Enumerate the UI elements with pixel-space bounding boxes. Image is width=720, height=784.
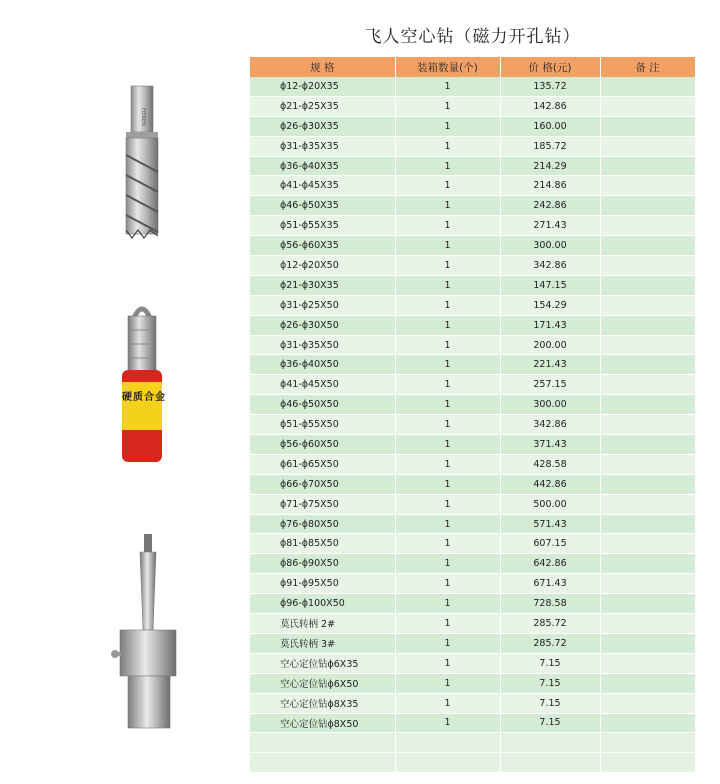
note-cell [600, 633, 695, 653]
price-cell: 442.86 [500, 474, 600, 494]
qty-cell: 1 [395, 713, 500, 733]
blank-row [250, 753, 695, 773]
spec-cell: ϕ12-ϕ20X50 [250, 256, 395, 276]
spec-cell: ϕ51-ϕ55X35 [250, 216, 395, 236]
spec-cell: ϕ31-ϕ35X35 [250, 136, 395, 156]
spec-cell: ϕ21-ϕ30X35 [250, 275, 395, 295]
blank-row [250, 733, 695, 753]
svg-text:FEIREN: FEIREN [140, 108, 146, 126]
table-row [250, 673, 695, 693]
price-cell: 642.86 [500, 554, 600, 574]
qty-cell: 1 [395, 216, 500, 236]
table-row [250, 315, 695, 335]
table-row [250, 275, 695, 295]
price-cell: 160.00 [500, 116, 600, 136]
note-cell [600, 554, 695, 574]
qty-cell: 1 [395, 335, 500, 355]
table-row [250, 196, 695, 216]
qty-cell: 1 [395, 136, 500, 156]
price-cell: 142.86 [500, 96, 600, 116]
qty-cell: 1 [395, 96, 500, 116]
spec-cell: ϕ26-ϕ30X35 [250, 116, 395, 136]
note-cell [600, 474, 695, 494]
table-row [250, 633, 695, 653]
annular-cutter-image [118, 80, 168, 240]
note-cell [600, 176, 695, 196]
qty-cell: 1 [395, 315, 500, 335]
note-cell [600, 673, 695, 693]
header-qty: 装箱数量(个) [395, 57, 500, 77]
table-row [250, 614, 695, 634]
qty-cell: 1 [395, 236, 500, 256]
qty-cell: 1 [395, 435, 500, 455]
price-cell: 171.43 [500, 315, 600, 335]
blank-cell [395, 753, 500, 773]
price-cell: 242.86 [500, 196, 600, 216]
qty-cell: 1 [395, 454, 500, 474]
spec-cell: ϕ36-ϕ40X50 [250, 355, 395, 375]
price-cell: 285.72 [500, 614, 600, 634]
spec-cell: ϕ91-ϕ95X50 [250, 574, 395, 594]
blank-cell [250, 733, 395, 753]
price-cell: 200.00 [500, 335, 600, 355]
price-cell: 257.15 [500, 375, 600, 395]
qty-cell: 1 [395, 574, 500, 594]
note-cell [600, 77, 695, 96]
note-cell [600, 216, 695, 236]
spec-cell: 莫氏转柄 3# [250, 633, 395, 653]
note-cell [600, 315, 695, 335]
table-row [250, 534, 695, 554]
spec-cell: 空心定位钻ϕ6X35 [250, 653, 395, 673]
table-row [250, 77, 695, 96]
spec-cell: ϕ46-ϕ50X50 [250, 395, 395, 415]
spec-cell: 莫氏转柄 2# [250, 614, 395, 634]
qty-cell: 1 [395, 415, 500, 435]
price-cell: 214.86 [500, 176, 600, 196]
price-cell: 285.72 [500, 633, 600, 653]
table-row [250, 594, 695, 614]
spec-cell: ϕ76-ϕ80X50 [250, 514, 395, 534]
spec-cell: ϕ26-ϕ30X50 [250, 315, 395, 335]
table-header-row [250, 57, 695, 77]
qty-cell: 1 [395, 494, 500, 514]
price-cell: 7.15 [500, 693, 600, 713]
qty-cell: 1 [395, 673, 500, 693]
price-cell: 607.15 [500, 534, 600, 554]
table-row [250, 335, 695, 355]
price-cell: 135.72 [500, 77, 600, 96]
header-note: 备 注 [600, 57, 695, 77]
blank-cell [395, 733, 500, 753]
spec-cell: 空心定位钻ϕ8X50 [250, 713, 395, 733]
page-title: 飞人空心钻（磁力开孔钻） [364, 27, 581, 47]
spec-cell: ϕ71-ϕ75X50 [250, 494, 395, 514]
qty-cell: 1 [395, 395, 500, 415]
price-cell: 500.00 [500, 494, 600, 514]
note-cell [600, 494, 695, 514]
header-spec: 规 格 [250, 57, 395, 77]
note-cell [600, 454, 695, 474]
qty-cell: 1 [395, 594, 500, 614]
qty-cell: 1 [395, 275, 500, 295]
price-cell: 271.43 [500, 216, 600, 236]
price-table [250, 57, 696, 773]
qty-cell: 1 [395, 256, 500, 276]
table-row [250, 256, 695, 276]
note-cell [600, 693, 695, 713]
table-row [250, 236, 695, 256]
spec-cell: ϕ61-ϕ65X50 [250, 454, 395, 474]
price-cell: 342.86 [500, 415, 600, 435]
note-cell [600, 514, 695, 534]
spec-cell: 空心定位钻ϕ6X50 [250, 673, 395, 693]
note-cell [600, 256, 695, 276]
price-cell: 428.58 [500, 454, 600, 474]
qty-cell: 1 [395, 295, 500, 315]
morse-taper-adapter-image [106, 530, 186, 730]
price-cell: 7.15 [500, 673, 600, 693]
note-cell [600, 236, 695, 256]
price-cell: 728.58 [500, 594, 600, 614]
spec-cell: ϕ41-ϕ45X50 [250, 375, 395, 395]
spec-cell: ϕ36-ϕ40X35 [250, 156, 395, 176]
table-row [250, 395, 695, 415]
spec-cell: ϕ56-ϕ60X35 [250, 236, 395, 256]
note-cell [600, 96, 695, 116]
spec-cell: ϕ31-ϕ35X50 [250, 335, 395, 355]
table-row [250, 355, 695, 375]
price-cell: 300.00 [500, 236, 600, 256]
spec-cell: ϕ81-ϕ85X50 [250, 534, 395, 554]
table-row [250, 514, 695, 534]
blank-cell [600, 733, 695, 753]
qty-cell: 1 [395, 176, 500, 196]
price-cell: 214.29 [500, 156, 600, 176]
qty-cell: 1 [395, 474, 500, 494]
spec-cell: ϕ86-ϕ90X50 [250, 554, 395, 574]
blank-cell [500, 733, 600, 753]
note-cell [600, 415, 695, 435]
qty-cell: 1 [395, 77, 500, 96]
note-cell [600, 395, 695, 415]
spec-cell: ϕ41-ϕ45X35 [250, 176, 395, 196]
qty-cell: 1 [395, 156, 500, 176]
note-cell [600, 375, 695, 395]
spec-cell: ϕ21-ϕ25X35 [250, 96, 395, 116]
packaged-bit-image [112, 300, 172, 470]
spec-cell: ϕ12-ϕ20X35 [250, 77, 395, 96]
table-row [250, 713, 695, 733]
price-cell: 371.43 [500, 435, 600, 455]
price-cell: 221.43 [500, 355, 600, 375]
table-row [250, 156, 695, 176]
table-row [250, 693, 695, 713]
price-cell: 342.86 [500, 256, 600, 276]
note-cell [600, 355, 695, 375]
note-cell [600, 116, 695, 136]
spec-cell: ϕ51-ϕ55X50 [250, 415, 395, 435]
table-row [250, 295, 695, 315]
note-cell [600, 335, 695, 355]
note-cell [600, 275, 695, 295]
note-cell [600, 574, 695, 594]
spec-cell: 空心定位钻ϕ8X35 [250, 693, 395, 713]
qty-cell: 1 [395, 534, 500, 554]
price-cell: 7.15 [500, 713, 600, 733]
qty-cell: 1 [395, 614, 500, 634]
table-row [250, 494, 695, 514]
table-row [250, 653, 695, 673]
spec-cell: ϕ96-ϕ100X50 [250, 594, 395, 614]
header-price: 价 格(元) [500, 57, 600, 77]
table-row [250, 96, 695, 116]
qty-cell: 1 [395, 693, 500, 713]
table-row [250, 176, 695, 196]
table-row [250, 454, 695, 474]
note-cell [600, 435, 695, 455]
note-cell [600, 136, 695, 156]
spec-cell: ϕ56-ϕ60X50 [250, 435, 395, 455]
note-cell [600, 614, 695, 634]
table-body [250, 77, 695, 773]
table-row [250, 574, 695, 594]
table-row [250, 375, 695, 395]
note-cell [600, 295, 695, 315]
qty-cell: 1 [395, 514, 500, 534]
price-cell: 185.72 [500, 136, 600, 156]
price-cell: 571.43 [500, 514, 600, 534]
qty-cell: 1 [395, 633, 500, 653]
price-cell: 300.00 [500, 395, 600, 415]
blank-cell [600, 753, 695, 773]
table-row [250, 554, 695, 574]
table-row [250, 474, 695, 494]
qty-cell: 1 [395, 554, 500, 574]
table-row [250, 116, 695, 136]
qty-cell: 1 [395, 116, 500, 136]
product-label-text: 硬质合金 [122, 392, 166, 403]
table-row [250, 435, 695, 455]
table-row [250, 136, 695, 156]
blank-cell [250, 753, 395, 773]
note-cell [600, 156, 695, 176]
spec-cell: ϕ31-ϕ25X50 [250, 295, 395, 315]
note-cell [600, 653, 695, 673]
price-cell: 147.15 [500, 275, 600, 295]
table-row [250, 216, 695, 236]
note-cell [600, 594, 695, 614]
qty-cell: 1 [395, 653, 500, 673]
price-cell: 7.15 [500, 653, 600, 673]
price-cell: 671.43 [500, 574, 600, 594]
note-cell [600, 713, 695, 733]
spec-cell: ϕ66-ϕ70X50 [250, 474, 395, 494]
qty-cell: 1 [395, 196, 500, 216]
blank-cell [500, 753, 600, 773]
qty-cell: 1 [395, 375, 500, 395]
spec-cell: ϕ46-ϕ50X35 [250, 196, 395, 216]
note-cell [600, 534, 695, 554]
table-row [250, 415, 695, 435]
note-cell [600, 196, 695, 216]
qty-cell: 1 [395, 355, 500, 375]
price-cell: 154.29 [500, 295, 600, 315]
